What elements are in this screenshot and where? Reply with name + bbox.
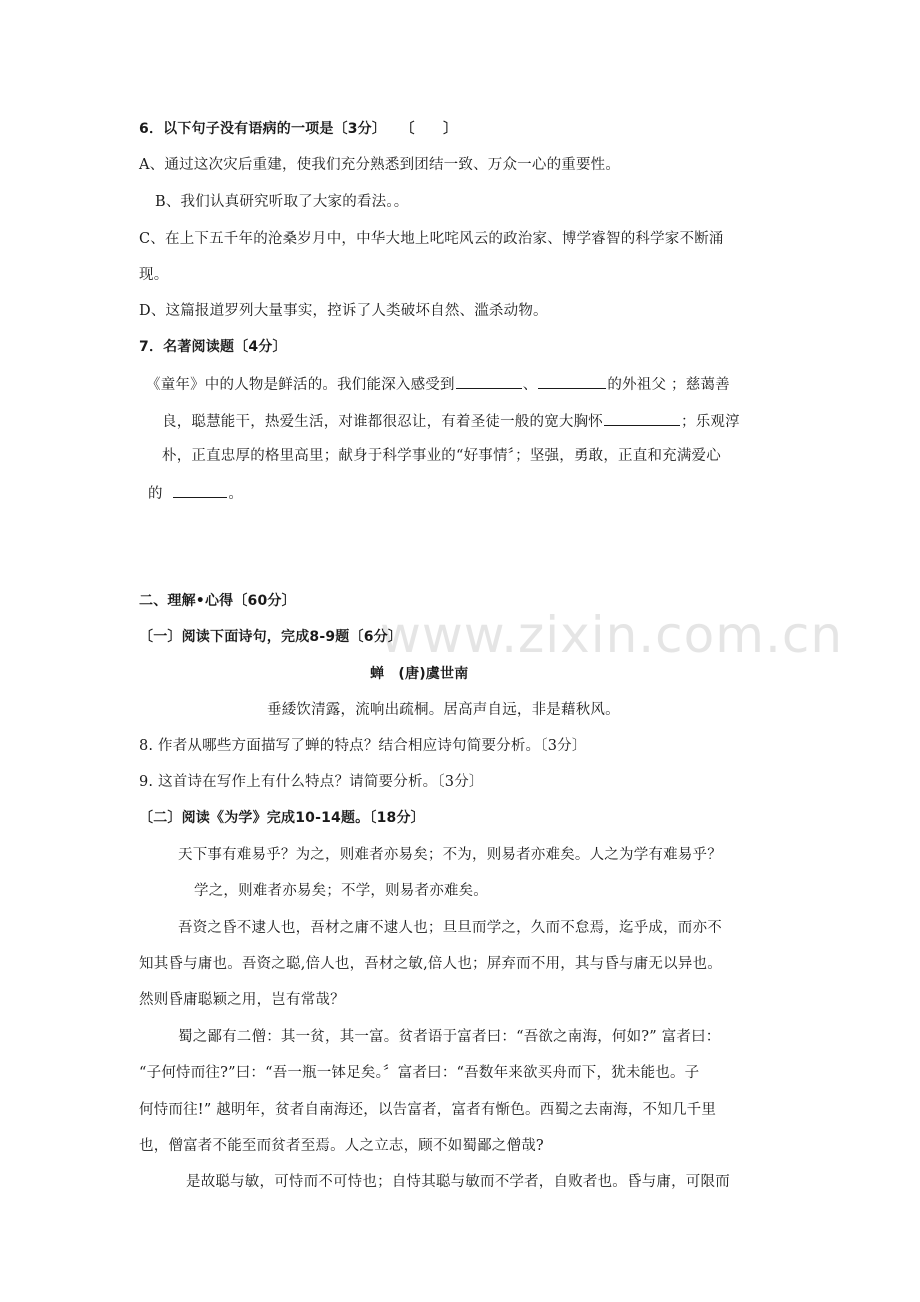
q7-line-4 <box>148 482 243 504</box>
q7-title: 7．名著阅读题〔4分〕 <box>139 339 287 355</box>
q7-line-1-end: 的外祖父 ；慈蔼善 <box>607 377 730 393</box>
passage-para-3-end: 也，僧富者不能至而贫者至焉。人之立志，顾不如蜀鄙之僧哉? <box>139 1138 544 1154</box>
passage-para-3: 蜀之鄙有二僧：其一贫，其一富。贫者语于富者曰：“吾欲之南海，何如?” 富者曰： <box>178 1029 721 1045</box>
passage-para-2-cont: 知其昏与庸也。吾资之聪,倍人也，吾材之敏,倍人也；屏弃而不用，其与昏与庸无以异也。 <box>139 956 722 972</box>
q6-option-d: D、这篇报道罗列大量事实，控诉了人类破坏自然、滥杀动物。 <box>139 303 548 319</box>
poem-title: 蝉 (唐)虞世南 <box>370 666 469 682</box>
q7-line-1-text: 《童年》中的人物是鲜活的。我们能深入感受到 <box>146 377 455 393</box>
passage-para-2-end: 然则昏庸聪颖之用，岂有常哉？ <box>139 992 345 1008</box>
q7-line-2-text: 良，聪慧能干，热爱生活，对谁都很忍让，有着圣徒一般的宽大胸怀 <box>162 414 603 430</box>
question-9: 9. 这首诗在写作上有什么特点？请简要分析。〔3分〕 <box>139 774 484 790</box>
answer-blank <box>173 482 227 498</box>
q7-line-2 <box>162 410 740 432</box>
answer-blank <box>538 373 606 389</box>
q6-option-c-cont: 现。 <box>139 267 169 283</box>
answer-blank <box>604 410 680 426</box>
answer-blank <box>456 373 522 389</box>
passage-para-3-cont-2: 何恃而往!” 越明年，贫者自南海还，以告富者，富者有惭色。西蜀之去南海，不知几千里 <box>139 1102 717 1118</box>
watermark: www.zixin.com.cn <box>380 606 844 664</box>
passage-para-3-cont: “子何恃而往?”曰：“吾一瓶一钵足矣。〞富者曰：“吾数年来欲买舟而下，犹未能也。子 <box>139 1065 700 1081</box>
q7-line-1-sep: 、 <box>522 377 538 393</box>
poem-text: 垂緌饮清露，流响出疏桐。居高声自远，非是藉秋风。 <box>267 702 620 718</box>
q6-option-a: A、通过这次灾后重建，使我们充分熟悉到团结一致、万众一心的重要性。 <box>139 157 621 173</box>
passage-para-1: 天下事有难易乎？为之，则难者亦易矣；不为，则易者亦难矣。人之为学有难易乎？ <box>178 847 722 863</box>
q6-option-c: C、在上下五千年的沧桑岁月中，中华大地上叱咤风云的政治家、博学睿智的科学家不断涌 <box>139 231 724 247</box>
q7-line-4-text: 的 <box>148 486 163 502</box>
q6-title: 6．以下句子没有语病的一项是〔3分〕 〔 〕 <box>139 121 458 137</box>
q7-line-2-end: ；乐观淳 <box>681 414 740 430</box>
passage-para-4: 是故聪与敏，可恃而不可恃也；自恃其聪与敏而不学者，自败者也。昏与庸，可限而 <box>186 1174 730 1190</box>
section-2-title: 二、理解•心得〔60分〕 <box>139 593 296 609</box>
passage-para-2: 吾资之昏不逮人也，吾材之庸不逮人也；旦旦而学之，久而不怠焉，迄乎成，而亦不 <box>178 920 722 936</box>
passage-para-1-cont: 学之，则难者亦易矣；不学，则易者亦难矣。 <box>194 883 488 899</box>
question-8: 8. 作者从哪些方面描写了蝉的特点？结合相应诗句简要分析。〔3分〕 <box>139 738 587 754</box>
q6-option-b: B、我们认真研究听取了大家的看法。。 <box>155 194 409 210</box>
q7-line-3: 朴，正直忠厚的格里高里；献身于科学事业的“好事情〞；坚强，勇敢，正直和充满爱心 <box>162 448 721 464</box>
part-1-heading: 〔一〕阅读下面诗句，完成8-9题〔6分〕 <box>139 629 403 645</box>
q7-line-1 <box>146 373 730 395</box>
q7-line-4-end: 。 <box>228 486 244 502</box>
part-2-heading: 〔二〕阅读《为学》完成10-14题。〔18分〕 <box>139 810 425 826</box>
